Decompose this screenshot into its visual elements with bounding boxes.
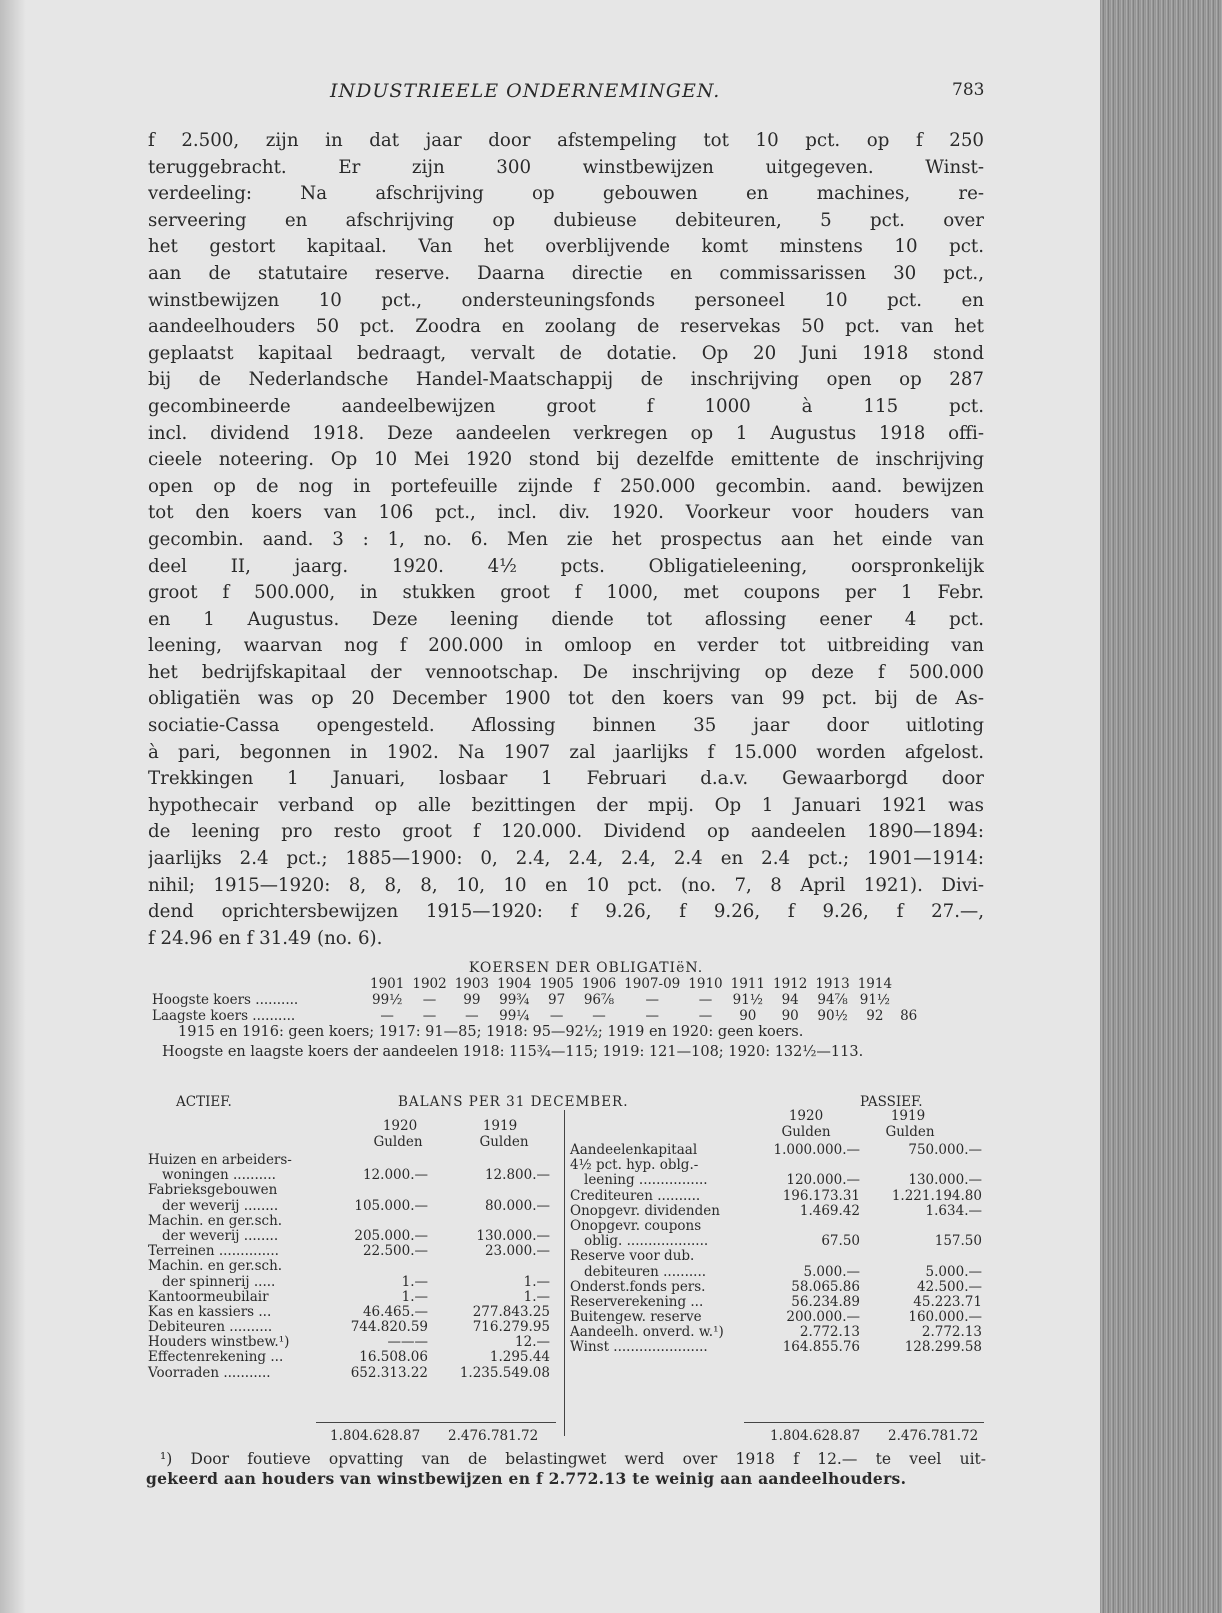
balance-row-label: der weverij ........ [162,1227,279,1244]
koersen-value: 92 [866,1008,884,1024]
body-text [148,128,984,952]
footnote-line-2: gekeerd aan houders van winstbewijzen en f 2.772.13 te weinig aan aandeelhouders. [146,1469,907,1488]
balance-row [148,1243,558,1258]
koersen-value: 86 [900,1008,918,1024]
koersen-year: 1910 [688,976,723,992]
balance-row [570,1294,990,1309]
body-line: het gestort kapitaal. Van het overblijvende komt minstens 10 pct. [148,236,984,258]
balance-value-1919: 80.000.— [484,1197,550,1214]
balance-value-1920: 22.500.— [362,1243,428,1260]
koersen-value: 96⅞ [583,992,615,1008]
balance-row-label: 4½ pct. hyp. oblg.- [570,1157,699,1174]
koersen-note: 1915 en 1916: geen koers; 1917: 91—85; 1918: 95—92½; 1919 en 1920: geen koers. [178,1024,804,1040]
koersen-value: — [422,1008,437,1024]
actief-unit-a: Gulden [373,1134,423,1150]
koersen-value: 99¾ [499,992,530,1008]
balance-value-1920: 56.234.89 [791,1293,860,1310]
balance-value-1920: 200.000.— [786,1309,860,1326]
balance-value-1919: 5.000.— [925,1263,982,1280]
koersen-year: 1914 [857,976,893,992]
body-line: dend oprichtersbewijzen 1915—1920: f 9.26, f 9.26, f 9.26, f 27.—, [148,901,984,923]
balance-value-1920: 5.000.— [803,1263,860,1280]
body-line: hypothecair verband op alle bezittingen der mpij. Op 1 Januari 1921 was [148,794,984,816]
passief-year-a: 1920 [788,1108,824,1124]
balance-value-1919: 42.500.— [916,1278,982,1295]
balance-row-label: Buitengew. reserve [570,1309,702,1326]
body-line: de leening pro resto groot f 120.000. Dividend op aandeelen 1890—1894: [148,821,984,843]
body-line: f 2.500, zijn in dat jaar door afstempeling tot 10 pct. op f 250 [148,130,984,151]
balance-row-label: Onopgevr. dividenden [570,1202,720,1219]
page-gutter [0,0,26,1613]
koersen-value: 91½ [859,992,891,1008]
balance-row [148,1182,558,1197]
body-line: tot den koers van 106 pct., incl. div. 1920. Voorkeur voor houders van [148,502,984,524]
koersen-year: 1901 [370,976,405,992]
koersen-year: 1906 [581,976,617,992]
body-line: Trekkingen 1 Januari, losbaar 1 Februari d.a.v. Gewaarborgd door [148,768,984,790]
balance-row [570,1218,990,1233]
balance-row [570,1339,990,1354]
body-line: deel II, jaarg. 1920. 4½ pcts. Obligatieleening, oorspronkelijk [148,555,984,577]
balance-row [570,1203,990,1218]
koersen-value: — [549,1008,564,1024]
passief-year-b: 1919 [890,1108,926,1124]
column-divider [564,1110,565,1436]
balance-row [148,1289,558,1304]
koersen-value: 90 [781,1008,799,1024]
balance-row-label: Crediteuren .......... [570,1187,701,1204]
balance-value-1920: 196.173.31 [782,1187,860,1204]
koersen-value: 99 [463,992,481,1008]
balance-value-1920: 652.313.22 [350,1364,428,1381]
balance-row [148,1274,558,1289]
koersen-value: 99½ [372,992,403,1008]
balance-row-label: woningen .......... [162,1167,276,1184]
passief-total-rule [744,1422,984,1423]
balance-value-1920: 105.000.— [354,1197,428,1214]
actief-total-rule [316,1422,556,1423]
balance-row-label: Voorraden ........... [148,1364,271,1381]
actief-rows [148,1152,558,1380]
body-line: bij de Nederlandsche Handel-Maatschappij de inschrijving open op 287 [148,369,984,391]
body-line: en 1 Augustus. Deze leening diende tot aflossing eener 4 pct. [148,608,984,630]
koersen-table [148,960,984,1024]
koersen-grid [148,976,921,1024]
body-line: cieele noteering. Op 10 Mei 1920 stond bij dezelfde emittente de inschrijving [148,449,984,471]
koersen-value: 90 [739,1008,757,1024]
balance-row [570,1142,990,1157]
koersen-year: 1903 [454,976,490,992]
balance-value-1919: 1.295.44 [489,1349,550,1366]
body-line: nihil; 1915—1920: 8, 8, 8, 10, 10 en 10 pct. (no. 7, 8 April 1921). Divi- [148,874,984,896]
koersen-low-row [148,1008,921,1024]
balance-value-1920: 744.820.59 [350,1319,428,1336]
koersen-high-row [148,992,921,1008]
koersen-year: 1907-09 [624,976,681,992]
body-line: geplaatst kapitaal bedraagt, vervalt de dotatie. Op 20 Juni 1918 stond [148,342,984,364]
balance-row-label: Houders winstbew.¹) [148,1334,290,1351]
balance-row [148,1167,558,1182]
passief-total-b: 2.476.781.72 [888,1428,979,1444]
koersen-value: 90½ [817,1008,848,1024]
body-line: incl. dividend 1918. Deze aandeelen verkregen op 1 Augustus 1918 offi- [148,422,984,444]
balance-value-1920: 164.855.76 [782,1339,860,1356]
koersen-value: — [698,1008,713,1024]
body-line: aan de statutaire reserve. Daarna directie en commissarissen 30 pct., [148,262,984,284]
balance-value-1919: 1.634.— [925,1202,982,1219]
balance-row [148,1152,558,1167]
passief-label: PASSIEF. [860,1094,923,1110]
koersen-year: 1904 [497,976,532,992]
koersen-value: — [698,992,713,1008]
body-line: obligatiën was op 20 December 1900 tot den koers van 99 pct. bij de As- [148,688,984,710]
passief-unit-a: Gulden [781,1124,831,1140]
koersen-row-label: Hoogste koers .......... [152,992,299,1008]
balance-row [570,1264,990,1279]
balance-value-1919: 45.223.71 [913,1293,982,1310]
balance-row-label: der weverij ........ [162,1197,279,1214]
balance-row [148,1365,558,1380]
actief-unit-b: Gulden [479,1134,529,1150]
koersen-value: — [645,992,659,1008]
balance-row-label: Fabrieksgebouwen [148,1182,278,1199]
balance-value-1919: 157.50 [934,1233,982,1250]
balance-row-label: Aandeelh. onverd. w.¹) [570,1324,724,1341]
balance-sheet [148,1094,988,1444]
body-line: teruggebracht. Er zijn 300 winstbewijzen uitgegeven. Winst- [148,156,984,178]
balance-row [570,1324,990,1339]
balance-header [148,1094,988,1114]
balance-value-1919: 12.— [515,1334,550,1351]
balance-row [570,1248,990,1263]
balance-row-label: Winst ...................... [570,1339,708,1356]
balance-row-label: Onderst.fonds pers. [570,1278,706,1295]
running-head: INDUSTRIEELE ONDERNEMINGEN. [330,80,721,102]
balance-value-1919: 2.772.13 [921,1324,982,1341]
balance-value-1920: ——— [387,1334,428,1351]
body-line: leening, waarvan nog f 200.000 in omloop en verder tot uitbreiding van [148,635,984,657]
balance-row [148,1334,558,1349]
balance-row-label: Kas en kassiers ... [148,1303,272,1320]
passief-total-a: 1.804.628.87 [770,1428,861,1444]
balance-value-1920: 1.— [401,1273,428,1290]
body-line: groot f 500.000, in stukken groot f 1000, met coupons per 1 Febr. [148,582,984,604]
balance-row-label: Debiteuren .......... [148,1319,273,1336]
balance-row-label: Reserverekening ... [570,1293,704,1310]
balance-value-1919: 1.— [523,1288,550,1305]
koersen-year: 1912 [772,976,808,992]
balance-value-1920: 16.508.06 [359,1349,428,1366]
balance-row [148,1319,558,1334]
koersen-value: — [465,1008,479,1024]
aandeelen-koers-note: Hoogste en laagste koers der aandeelen 1918: 115¾—115; 1919: 121—108; 1920: 132½—113. [162,1044,864,1060]
page-number: 783 [952,80,985,100]
passief-unit-b: Gulden [885,1124,935,1140]
passief-rows [570,1142,990,1355]
balance-value-1919: 12.800.— [484,1167,550,1184]
balance-value-1919: 160.000.— [908,1309,982,1326]
koersen-year: 1913 [815,976,850,992]
body-line: gecombin. aand. 3 : 1, no. 6. Men zie het prospectus aan het einde van [148,528,984,550]
balance-row-label: Effectenrekening ... [148,1349,284,1366]
balance-row [148,1198,558,1213]
koersen-value: 91½ [732,992,763,1008]
balance-value-1919: 1.221.194.80 [891,1187,982,1204]
footnote [146,1450,986,1488]
page-stack-edge [1100,0,1222,1613]
balance-value-1920: 1.— [401,1288,428,1305]
balance-value-1920: 205.000.— [354,1227,428,1244]
body-line: à pari, begonnen in 1902. Na 1907 zal jaarlijks f 15.000 worden afgelost. [148,741,984,763]
koersen-year: 1911 [730,976,765,992]
koersen-value: 94 [781,992,799,1008]
balance-row [570,1279,990,1294]
body-line: verdeeling: Na afschrijving op gebouwen en machines, re- [148,183,984,205]
balance-value-1920: 1.000.000.— [773,1142,860,1158]
koersen-value: — [592,1008,606,1024]
balance-row-label: Machin. en ger.sch. [148,1212,283,1229]
balance-value-1919: 1.— [523,1273,550,1290]
balance-value-1919: 23.000.— [484,1243,550,1260]
actief-year-b: 1919 [482,1118,518,1134]
body-line: winstbewijzen 10 pct., ondersteuningsfonds personeel 10 pct. en [148,289,984,311]
koersen-year: 1902 [412,976,447,992]
footnote-line-1: ¹) Door foutieve opvatting van de belastingwet werd over 1918 f 12.— te veel uit- [160,1450,986,1468]
koersen-value: 94⅞ [817,992,848,1008]
balance-row [148,1349,558,1364]
balance-row-label: debiteuren .......... [584,1263,707,1280]
koersen-value: 97 [548,992,566,1008]
balance-row [570,1233,990,1248]
balance-value-1920: 120.000.— [786,1172,860,1189]
actief-total-b: 2.476.781.72 [448,1428,539,1444]
actief-total-a: 1.804.628.87 [330,1428,421,1444]
balance-value-1920: 12.000.— [362,1167,428,1184]
balance-row [148,1228,558,1243]
balance-value-1920: 67.50 [821,1233,860,1250]
balance-row-label: Huizen en arbeiders- [148,1152,292,1168]
balance-row-label: Reserve voor dub. [570,1248,695,1265]
balance-value-1920: 1.469.42 [799,1202,860,1219]
koersen-row-label: Laagste koers .......... [152,1008,296,1024]
body-line: aandeelhouders 50 pct. Zoodra en zoolang de reservekas 50 pct. van het [148,316,984,338]
balance-row [148,1304,558,1319]
koersen-title: KOERSEN DER OBLIGATIëN. [468,960,704,976]
balance-value-1919: 128.299.58 [904,1339,982,1356]
balance-row [570,1172,990,1187]
koersen-value: — [380,1008,394,1024]
balance-row-label: leening ................ [584,1172,708,1189]
actief-label: ACTIEF. [176,1094,232,1110]
balance-row [570,1157,990,1172]
balance-row [148,1258,558,1273]
body-line: gecombineerde aandeelbewijzen groot f 1000 à 115 pct. [148,395,984,417]
balance-value-1919: 277.843.25 [472,1303,550,1320]
balance-row [570,1309,990,1324]
koersen-value: 99¼ [499,1008,530,1024]
body-line: het bedrijfskapitaal der vennootschap. De inschrijving op deze f 500.000 [148,661,984,683]
body-line: f 24.96 en f 31.49 (no. 6). [148,927,383,949]
balance-value-1920: 46.465.— [362,1303,428,1320]
actief-year-a: 1920 [382,1118,418,1134]
balance-title: BALANS PER 31 DECEMBER. [398,1094,629,1110]
balance-value-1920: 2.772.13 [799,1324,860,1341]
balance-value-1919: 130.000.— [476,1227,550,1244]
balance-row [570,1188,990,1203]
koersen-years-row [148,976,921,992]
balance-value-1919: 716.279.95 [472,1319,550,1336]
balance-row-label: Onopgevr. coupons [570,1217,702,1234]
balance-value-1919: 130.000.— [908,1172,982,1189]
koersen-year: 1905 [539,976,574,992]
balance-row-label: Aandeelenkapitaal [570,1142,698,1158]
balance-row-label: Machin. en ger.sch. [148,1258,283,1275]
koersen-value: — [422,992,437,1008]
balance-row-label: Terreinen .............. [148,1243,279,1260]
balance-row [148,1213,558,1228]
balance-value-1919: 750.000.— [908,1142,982,1158]
balance-row-label: oblig. ................... [584,1233,709,1250]
balance-row-label: der spinnerij ..... [162,1273,276,1290]
balance-value-1919: 1.235.549.08 [459,1364,550,1381]
body-line: sociatie-Cassa opengesteld. Aflossing binnen 35 jaar door uitloting [148,715,984,737]
koersen-value: — [645,1008,659,1024]
body-line: open op de nog in portefeuille zijnde f 250.000 gecombin. aand. bewijzen [148,475,984,497]
body-line: serveering en afschrijving op dubieuse debiteuren, 5 pct. over [148,209,984,231]
balance-row-label: Kantoormeubilair [148,1288,269,1305]
body-line: jaarlijks 2.4 pct.; 1885—1900: 0, 2.4, 2.4, 2.4, 2.4 en 2.4 pct.; 1901—1914: [148,848,984,870]
balance-value-1920: 58.065.86 [791,1278,860,1295]
